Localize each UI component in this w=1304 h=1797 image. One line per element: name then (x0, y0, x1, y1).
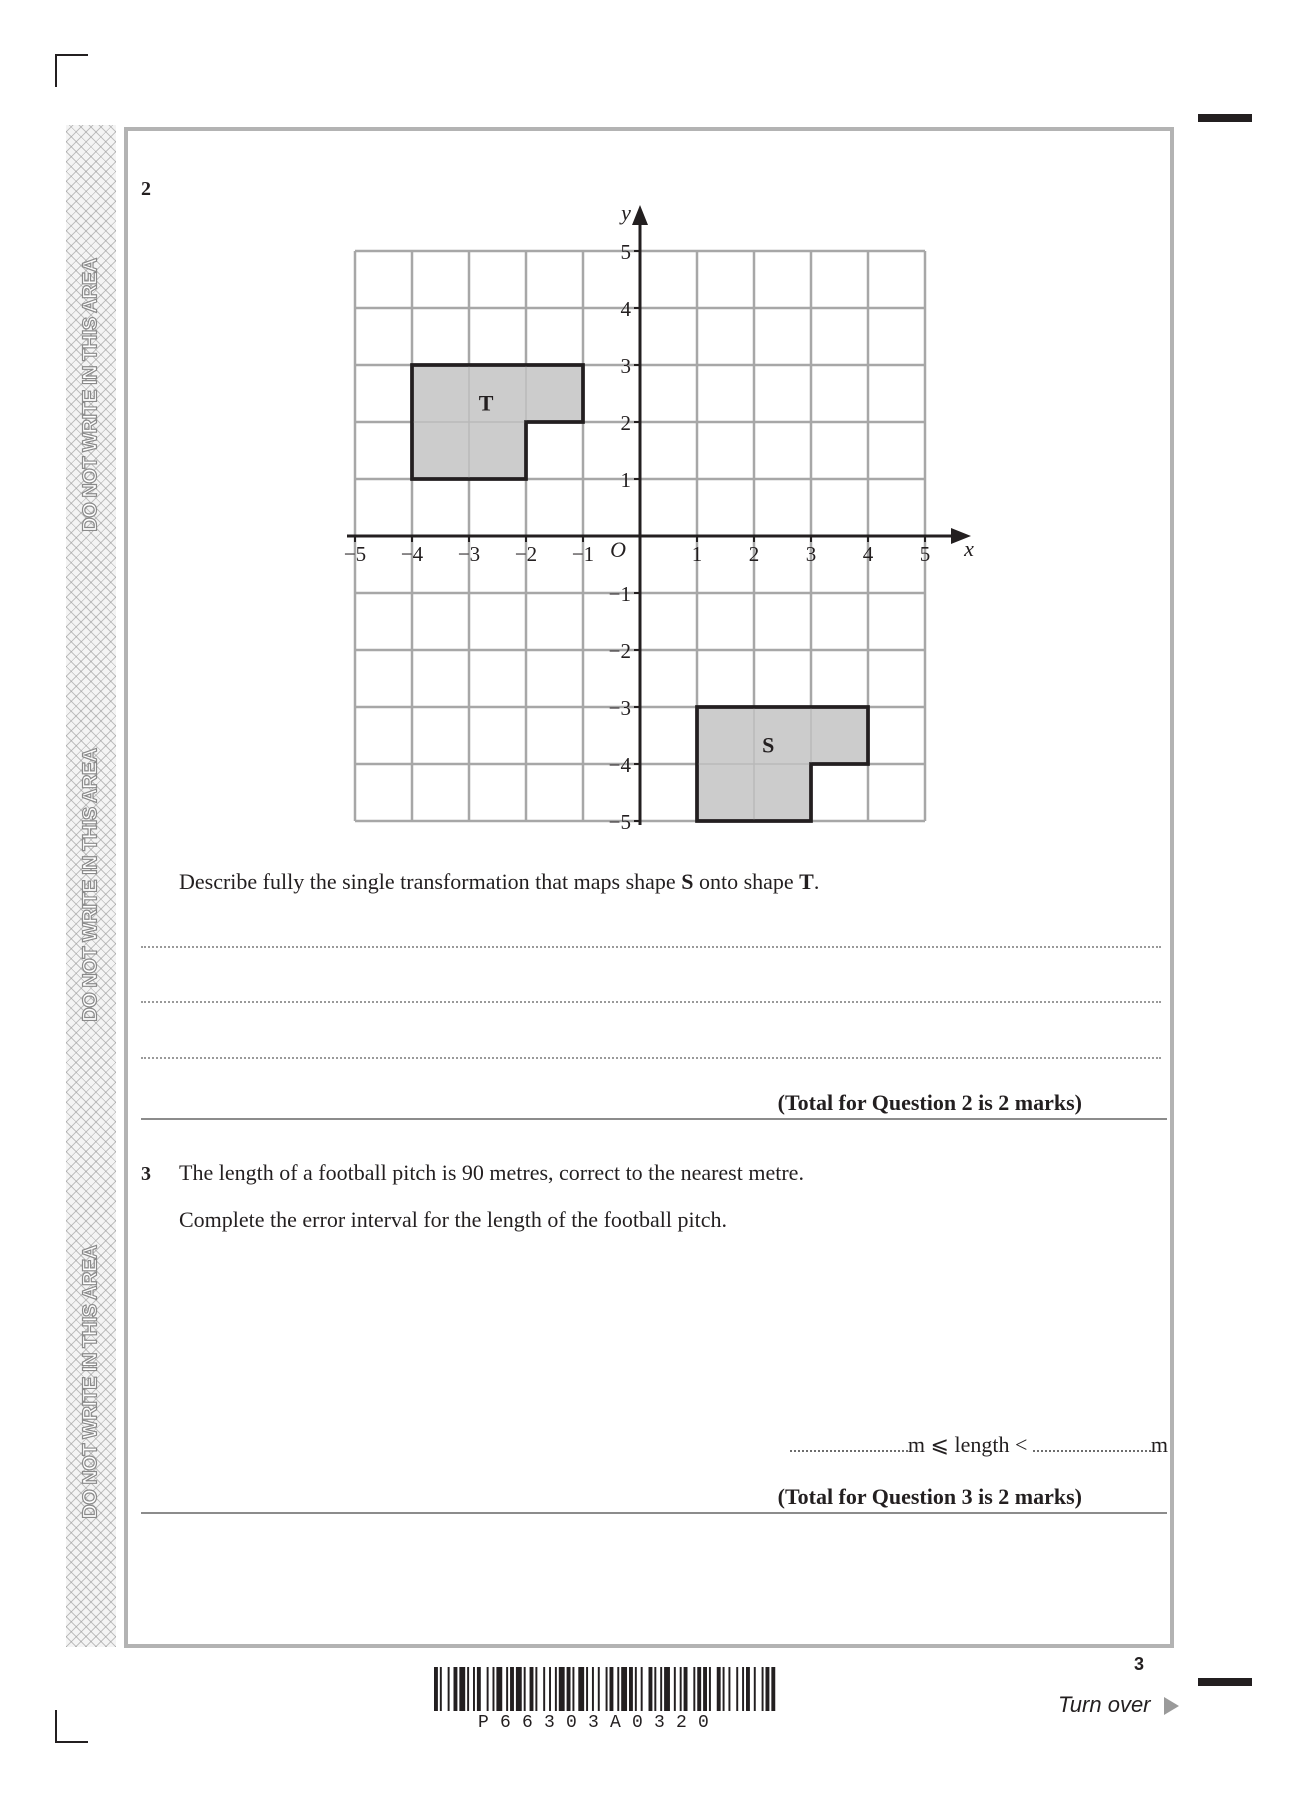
x-axis-label: x (964, 536, 974, 561)
margin-warning-middle: DO NOT WRITE IN THIS AREA (79, 748, 102, 1022)
upper-bound-unit: m (1150, 1432, 1168, 1457)
prompt-text-middle: onto shape (693, 869, 800, 894)
prompt-shape-t: T (799, 869, 814, 894)
question-2-prompt (179, 869, 819, 895)
lower-bound-blank[interactable] (790, 1436, 908, 1452)
barcode-bar (660, 1667, 662, 1711)
barcode-bar (703, 1667, 707, 1711)
barcode-bar (530, 1667, 534, 1711)
barcode-bar (459, 1667, 465, 1711)
barcode-bar (709, 1667, 711, 1711)
side-bar-top (1198, 114, 1252, 122)
y-tick-label: 2 (620, 411, 631, 435)
answer-line-2[interactable] (141, 1001, 1161, 1003)
barcode-bar (516, 1667, 522, 1711)
barcode-bar (606, 1667, 608, 1711)
barcode-bar (629, 1667, 633, 1711)
x-tick-label: 4 (862, 542, 874, 566)
y-tick-label: −3 (608, 696, 631, 720)
question-2-total: (Total for Question 2 is 2 marks) (777, 1090, 1082, 1115)
y-tick-label: −2 (608, 639, 631, 663)
y-axis-label: y (621, 200, 631, 225)
x-tick-label: −5 (343, 542, 367, 566)
y-tick-label: −5 (608, 810, 631, 834)
barcode-bar (543, 1667, 545, 1711)
question-2-number: 2 (141, 178, 151, 200)
barcode-text: P66303A0320 (478, 1713, 721, 1733)
barcode-bar (477, 1667, 481, 1711)
barcode-bar (717, 1667, 721, 1711)
barcode-bar (680, 1667, 682, 1711)
crop-mark-top-left-v (55, 54, 57, 87)
shape-t-label: T (478, 390, 494, 416)
barcode-bar (578, 1667, 584, 1711)
barcode-bar (674, 1667, 676, 1711)
barcode-bar (592, 1667, 594, 1711)
question-3-number: 3 (141, 1163, 151, 1185)
question-3-answer-line (790, 1432, 1168, 1458)
answer-line-3[interactable] (141, 1057, 1161, 1059)
barcode-bar (567, 1667, 571, 1711)
barcode-bar (610, 1667, 614, 1711)
barcode-bar (559, 1667, 565, 1711)
coordinate-grid (340, 195, 980, 835)
turn-over-label: Turn over (1058, 1692, 1151, 1717)
barcode-bar (493, 1667, 495, 1711)
barcode-bar (641, 1667, 643, 1711)
barcode-bar (549, 1667, 551, 1711)
barcode-bar (697, 1667, 701, 1711)
barcode-bar (555, 1667, 557, 1711)
barcode-bar (771, 1667, 775, 1711)
barcode-bar (684, 1667, 688, 1711)
barcode-bar (754, 1667, 756, 1711)
barcode-bar (473, 1667, 475, 1711)
barcode-bar (586, 1667, 588, 1711)
barcode-bar (723, 1667, 725, 1711)
barcode-bar (496, 1667, 502, 1711)
y-tick-label: 3 (620, 354, 631, 378)
crop-mark-top-left-h (55, 54, 88, 56)
x-tick-label: 3 (805, 542, 817, 566)
x-tick-label: 1 (691, 542, 703, 566)
barcode-bar (649, 1667, 653, 1711)
origin-label: O (610, 537, 626, 562)
barcode-bar (506, 1667, 508, 1711)
barcode-bar (693, 1667, 695, 1711)
barcode-bar (487, 1667, 489, 1711)
prompt-text-end: . (813, 869, 820, 894)
barcode-bar (654, 1667, 656, 1711)
inequality-text: ⩽ length < (925, 1432, 1033, 1457)
y-axis-arrowhead (632, 205, 648, 225)
page-number: 3 (1134, 1654, 1145, 1674)
barcode-bar (572, 1667, 574, 1711)
question-3-line-1: The length of a football pitch is 90 metres, correct to the nearest metre. (179, 1160, 804, 1185)
x-tick-label: 5 (919, 542, 931, 566)
lower-bound-unit: m (907, 1432, 926, 1457)
y-tick-label: 1 (620, 468, 631, 492)
question-3-separator (141, 1512, 1167, 1514)
y-tick-label: −4 (608, 753, 631, 777)
barcode-bar (454, 1667, 458, 1711)
prompt-text-start: Describe fully the single transformation that maps shape (179, 869, 682, 894)
barcode-bar (510, 1667, 514, 1711)
barcode-bar (598, 1667, 600, 1711)
answer-line-1[interactable] (141, 946, 1161, 948)
barcode-bar (440, 1667, 442, 1711)
turn-over-arrow-icon (1164, 1697, 1179, 1715)
barcode-bar (635, 1667, 637, 1711)
margin-warning-top: DO NOT WRITE IN THIS AREA (79, 258, 102, 532)
x-tick-label: −1 (571, 542, 595, 566)
question-2-separator (141, 1118, 1167, 1120)
x-tick-label: 2 (748, 542, 760, 566)
barcode-bar (762, 1667, 764, 1711)
crop-mark-bottom-left-h (55, 1741, 88, 1743)
barcode-bar (524, 1667, 526, 1711)
x-tick-label: −4 (400, 542, 424, 566)
x-tick-label: −2 (514, 542, 538, 566)
barcode (434, 1667, 874, 1711)
margin-warning-bottom: DO NOT WRITE IN THIS AREA (79, 1245, 102, 1519)
barcode-bar (434, 1667, 438, 1711)
barcode-bar (766, 1667, 770, 1711)
barcode-bar (664, 1667, 670, 1711)
shape-s-label: S (762, 732, 775, 758)
barcode-bar (746, 1667, 750, 1711)
question-3-total: (Total for Question 3 is 2 marks) (777, 1484, 1082, 1509)
barcode-bar (448, 1667, 450, 1711)
y-tick-label: −1 (608, 582, 631, 606)
crop-mark-bottom-left-v (55, 1710, 57, 1743)
barcode-bar (728, 1667, 730, 1711)
question-3-line-2: Complete the error interval for the length of the football pitch. (179, 1207, 727, 1232)
barcode-bar (467, 1667, 469, 1711)
barcode-bar (736, 1667, 738, 1711)
y-tick-label: 5 (620, 240, 631, 264)
barcode-bar (617, 1667, 619, 1711)
side-bar-bottom (1198, 1678, 1252, 1686)
y-tick-label: 4 (620, 297, 631, 321)
barcode-bar (535, 1667, 537, 1711)
barcode-bar (621, 1667, 627, 1711)
x-tick-label: −3 (457, 542, 481, 566)
prompt-shape-s: S (681, 869, 694, 894)
upper-bound-blank[interactable] (1033, 1436, 1151, 1452)
barcode-bar (742, 1667, 744, 1711)
